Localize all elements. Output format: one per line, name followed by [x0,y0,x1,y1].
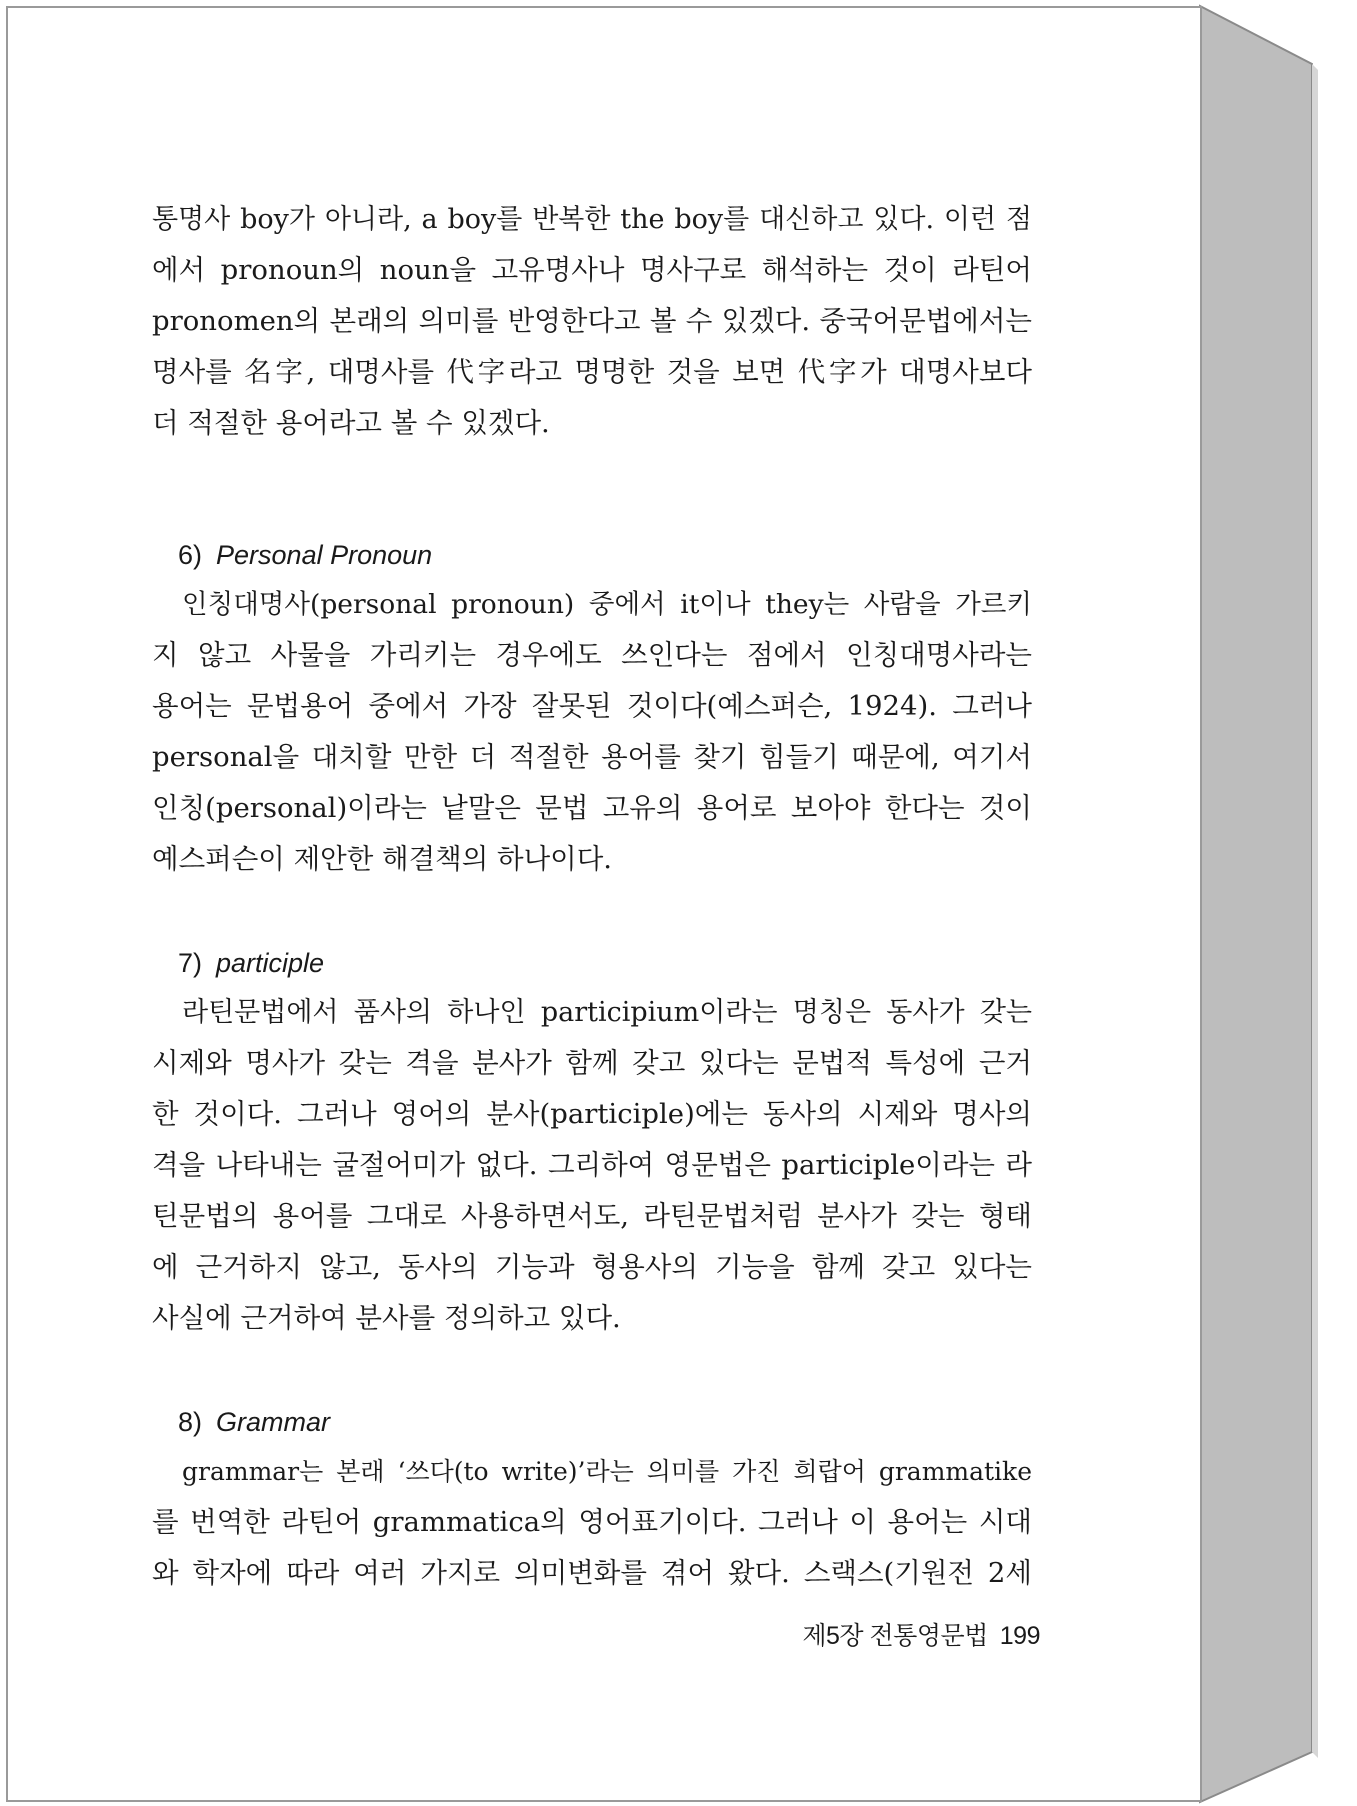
text-line: 라틴문법에서 품사의 하나인 participium이라는 명칭은 동사가 갖는 [182,997,1032,1028]
text-line: 를 번역한 라틴어 grammatica의 영어표기이다. 그러나 이 용어는 시대 [152,1506,1032,1538]
text-line: 예스퍼슨이 제안한 해결책의 하나이다. [152,843,613,875]
section-number: 6) [178,540,203,570]
section7-paragraph [152,987,1032,1344]
section-title: participle [216,948,325,978]
section-title: Grammar [216,1407,331,1437]
text-line: 시제와 명사가 갖는 격을 분사가 함께 갖고 있다는 문법적 특성에 근거 [152,1047,1032,1079]
section8-paragraph [152,1446,1032,1599]
text-line: 용어는 문법용어 중에서 가장 잘못된 것이다(예스퍼슨, 1924). 그러나 [152,690,1032,722]
section-number: 8) [178,1407,203,1437]
section-heading-6 [178,535,1032,575]
text-line: 와 학자에 따라 여러 가지로 의미변화를 겪어 왔다. 스랙스(기원전 2세 [152,1557,1032,1589]
text-line: 격을 나타내는 굴절어미가 없다. 그리하여 영문법은 participle이라는 라 [152,1149,1032,1181]
text-line: 인칭(personal)이라는 낱말은 문법 고유의 용어로 보아야 한다는 것이 [152,792,1032,824]
text-line: 한 것이다. 그러나 영어의 분사(participle)에는 동사의 시제와 명사의 [152,1098,1032,1130]
text-line: 더 적절한 용어라고 볼 수 있겠다. [152,407,550,439]
section5-tail-paragraph [152,194,1032,449]
text-line: grammar는 본래 ‘쓰다(to write)’라는 의미를 가진 희랍어 grammatike [182,1457,1032,1486]
section-heading-8 [178,1402,1032,1442]
text-line: pronomen의 본래의 의미를 반영한다고 볼 수 있겠다. 중국어문법에서는 [152,305,1032,337]
text-line: 인칭대명사(personal pronoun) 중에서 it이나 they는 사람을 가르키 [182,589,1032,620]
text-line: 통명사 boy가 아니라, a boy를 반복한 the boy를 대신하고 있다. 이런 점 [152,204,1032,235]
section-heading-7 [178,943,1032,983]
text-line: 사실에 근거하여 분사를 정의하고 있다. [152,1302,621,1334]
section-title: Personal Pronoun [216,540,433,570]
page-number: 199 [999,1622,1040,1650]
section6-paragraph [152,579,1032,885]
page-footer [740,1616,1040,1652]
text-line: 지 않고 사물을 가리키는 경우에도 쓰인다는 점에서 인칭대명사라는 [152,639,1032,671]
text-line: 틴문법의 용어를 그대로 사용하면서도, 라틴문법처럼 분사가 갖는 형태 [152,1200,1032,1232]
text-line: 에 근거하지 않고, 동사의 기능과 형용사의 기능을 함께 갖고 있다는 [152,1251,1032,1283]
chapter-label: 제5장 전통영문법 [802,1622,988,1650]
section-number: 7) [178,948,203,978]
page-content [152,194,1032,1599]
text-line: 에서 pronoun의 noun을 고유명사나 명사구로 해석하는 것이 라틴어 [152,254,1032,286]
text-line: personal을 대치할 만한 더 적절한 용어를 찾기 힘들기 때문에, 여기서 [152,741,1032,773]
text-line: 명사를 名字, 대명사를 代字라고 명명한 것을 보면 代字가 대명사보다 [152,356,1032,388]
